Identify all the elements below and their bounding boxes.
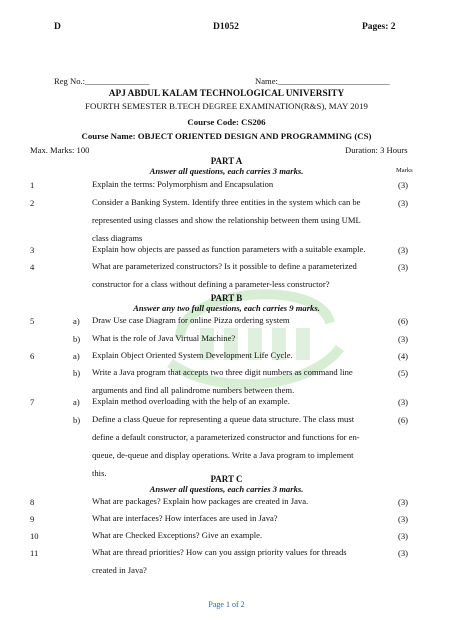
page-count: Pages: 2 <box>362 22 396 32</box>
question-number: 2 <box>30 198 35 208</box>
duration: Duration: 3 Hours <box>345 145 408 155</box>
question-marks: (3) <box>398 514 409 524</box>
question-number: 5 <box>30 316 35 326</box>
part-b-instruction: Answer any two full questions, each carries 9 marks. <box>133 303 320 313</box>
course-name: Course Name: OBJECT ORIENTED DESIGN AND PROGRAMMING (CS) <box>81 131 372 141</box>
question-marks: (3) <box>398 198 409 208</box>
question-marks: (6) <box>398 316 409 326</box>
question-marks: (3) <box>398 397 409 407</box>
question-marks: (3) <box>398 548 409 558</box>
question-text: Define a class Queue for representing a queue data structure. The class must define a default constructor, a parameterized constructor and functions for en- queue, de-queue and display operations. Write a Java program to implement this. <box>92 414 360 478</box>
question-marks: (5) <box>398 368 409 378</box>
question-sub-label: a) <box>73 351 80 361</box>
question-marks: (3) <box>398 334 409 344</box>
question-number: 6 <box>30 351 35 361</box>
question-text: Explain Object Oriented System Development Life Cycle. <box>92 350 293 360</box>
question-marks: (3) <box>398 262 409 272</box>
question-text: Explain the terms: Polymorphism and Encapsulation <box>92 179 274 189</box>
question-marks: (3) <box>398 245 409 255</box>
question-sub-label: b) <box>73 368 81 378</box>
course-code: Course Code: CS206 <box>187 117 266 127</box>
question-number: 7 <box>30 397 35 407</box>
question-text: Draw Use case Diagram for online Pizza ordering system <box>92 315 290 325</box>
question-marks: (3) <box>398 531 409 541</box>
university-title: APJ ABDUL KALAM TECHNOLOGICAL UNIVERSITY <box>108 89 345 99</box>
question-number: 9 <box>30 514 35 524</box>
question-marks: (4) <box>398 351 409 361</box>
question-text: What is the role of Java Virtual Machine? <box>92 333 236 343</box>
question-sub-label: a) <box>73 397 80 407</box>
question-number: 10 <box>30 531 39 541</box>
question-number: 8 <box>30 497 35 507</box>
question-text: What are packages? Explain how packages are created in Java. <box>92 496 309 506</box>
question-marks: (3) <box>398 180 409 190</box>
max-marks: Max. Marks: 100 <box>30 145 90 155</box>
question-text: Write a Java program that accepts two three digit numbers as command line arguments and find all palindrome numbers between them. <box>92 367 353 395</box>
part-b-title: PART B <box>210 293 243 303</box>
question-text: What are parameterized constructors? Is it possible to define a parameterized constructor for a class without defining a parameter-less constructor? <box>92 261 357 289</box>
question-text: Consider a Banking System. Identify three entities in the system which can be represented using classes and show the relationship between them using UML class diagrams <box>92 197 361 243</box>
question-text: What are interfaces? How interfaces are used in Java? <box>92 513 278 523</box>
question-marks: (3) <box>398 497 409 507</box>
question-sub-label: b) <box>73 415 81 425</box>
question-number: 4 <box>30 262 35 272</box>
marks-column-label: Marks <box>396 167 413 174</box>
question-marks: (6) <box>398 415 409 425</box>
paper-set-letter: D <box>54 22 61 32</box>
paper-code: D1052 <box>213 22 239 32</box>
reg-no-field: Reg No.:_______________ <box>54 76 150 86</box>
part-a-instruction: Answer all questions, each carries 3 marks. <box>149 166 304 176</box>
part-c-title: PART C <box>210 474 243 484</box>
question-text: What are thread priorities? How can you assign priority values for threads created in Java? <box>92 547 347 575</box>
page-footer: Page 1 of 2 <box>208 600 245 609</box>
question-sub-label: a) <box>73 316 80 326</box>
question-number: 1 <box>30 180 35 190</box>
question-number: 11 <box>30 548 39 558</box>
question-text: Explain method overloading with the help of an example. <box>92 396 290 406</box>
question-text: What are Checked Exceptions? Give an example. <box>92 530 263 540</box>
question-number: 3 <box>30 245 35 255</box>
question-sub-label: b) <box>73 334 81 344</box>
part-a-title: PART A <box>210 156 243 166</box>
question-text: Explain how objects are passed as function parameters with a suitable example. <box>92 244 366 254</box>
name-field: Name:__________________________ <box>255 76 390 86</box>
exam-title: FOURTH SEMESTER B.TECH DEGREE EXAMINATION(R&S), MAY 2019 <box>85 101 368 111</box>
part-c-instruction: Answer all questions, each carries 3 marks. <box>149 484 304 494</box>
